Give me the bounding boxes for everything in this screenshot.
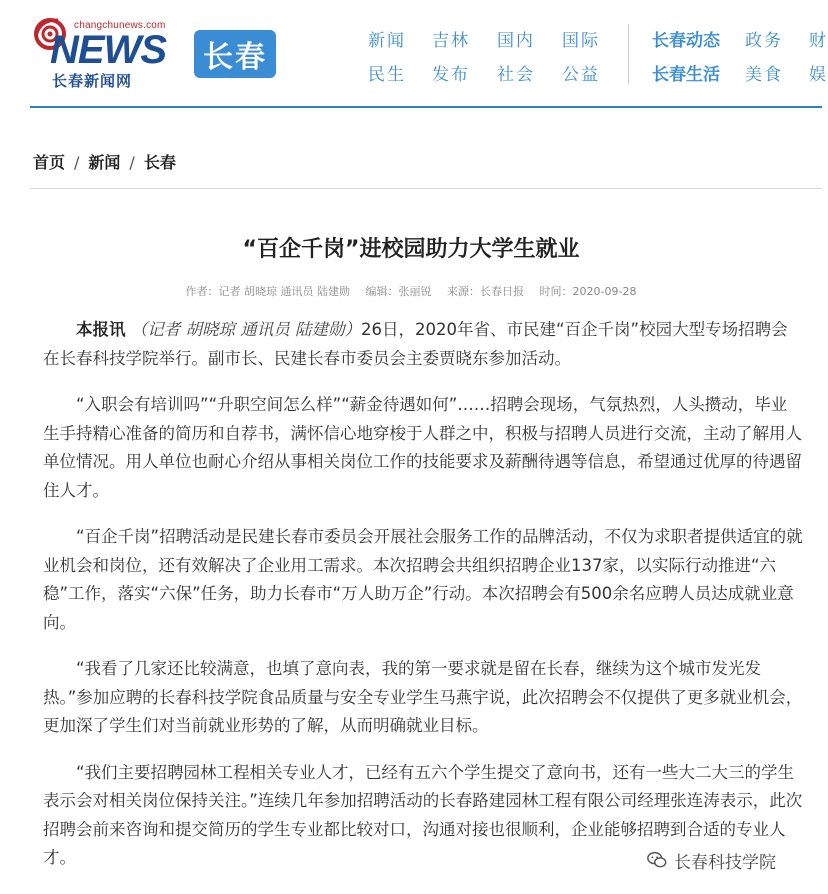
city-badge[interactable]: 长春 [194, 30, 276, 78]
nav-item-finance[interactable]: 财 [809, 31, 828, 51]
meta-source: 来源：长春日报 [447, 285, 525, 298]
nav-divider [628, 24, 629, 84]
breadcrumb [33, 150, 176, 173]
logo-word: NEWS [50, 28, 166, 72]
breadcrumb-separator: / [74, 153, 80, 172]
breadcrumb-separator: / [129, 153, 135, 172]
meta-time: 时间：2020-09-28 [539, 285, 637, 298]
lead-label: 本报讯 [76, 320, 126, 339]
nav-item-international[interactable]: 国际 [562, 31, 600, 51]
breadcrumb-changchun[interactable]: 长春 [143, 153, 176, 172]
nav-item-changchun-news[interactable]: 长春动态 [652, 31, 720, 51]
article-meta [0, 283, 822, 299]
article-paragraph: “我看了几家还比较满意，也填了意向表，我的第一要求就是留在长春，继续为这个城市发光发热。”参加应聘的长春科技学院食品质量与安全专业学生马燕宇说，此次招聘会不仅提供了更多就业机会，更加深了学生们对当前就业形势的了解，从而明确就业目标。 [43, 659, 803, 735]
article-paragraph [43, 316, 803, 373]
meta-editor: 编辑：张丽锐 [365, 285, 432, 298]
nav-item-food[interactable]: 美食 [745, 65, 783, 85]
nav-item-society[interactable]: 社会 [497, 65, 535, 85]
header-divider [30, 106, 822, 108]
nav-item-jilin[interactable]: 吉林 [432, 31, 470, 51]
breadcrumb-divider [30, 188, 822, 189]
nav-item-entertainment[interactable]: 娱 [809, 65, 828, 85]
site-url: changchunews.com [74, 20, 166, 31]
nav-item-news[interactable]: 新闻 [368, 31, 406, 51]
article-paragraph: “入职会有培训吗”“升职空间怎么样”“薪金待遇如何”……招聘会现场，气氛热烈，人头攒动，毕业生手持精心准备的简历和自荐书，满怀信心地穿梭于人群之中，积极与招聘人员进行交流，主动了解用人单位情况。用人单位也耐心介绍从事相关岗位工作的技能要求及薪酬待遇等信息，希望通过优厚的待遇留住人才。 [43, 395, 802, 500]
nav-item-release[interactable]: 发布 [432, 65, 470, 85]
article-title: “百企千岗”进校园助力大学生就业 [242, 237, 580, 262]
site-header [0, 0, 828, 108]
wechat-icon [646, 849, 668, 871]
article-paragraph: “百企千岗”招聘活动是民建长春市委员会开展社会服务工作的品牌活动，不仅为求职者提供适宜的就业机会和岗位，还有效解决了企业用工需求。本次招聘会共组织招聘企业137家，以实际行动推进“六稳”工作，落实“六保”任务，助力长春市“万人助万企”行动。本次招聘会有500余名应聘人员达成就业意向。 [43, 527, 803, 632]
watermark [642, 848, 780, 872]
watermark-text: 长春科技学院 [674, 852, 776, 873]
nav-item-government[interactable]: 政务 [745, 31, 783, 51]
breadcrumb-news[interactable]: 新闻 [88, 153, 121, 172]
meta-author: 作者：记者 胡晓琼 通讯员 陆建勋 [185, 285, 351, 298]
nav-item-domestic[interactable]: 国内 [497, 31, 535, 51]
paragraph-text: 26日，2020年省、市民建“百企千岗”校园大型专场招聘会在长春科技学院举行。副市长、民建长春市委员会主委贾晓东参加活动。 [43, 320, 788, 368]
reporter-credit: （记者 胡晓琼 通讯员 陆建勋） [130, 320, 361, 339]
nav-item-changchun-life[interactable]: 长春生活 [652, 65, 720, 85]
site-logo[interactable] [30, 8, 190, 88]
nav-item-livelihood[interactable]: 民生 [368, 65, 406, 85]
breadcrumb-home[interactable]: 首页 [33, 153, 66, 172]
nav-item-charity[interactable]: 公益 [562, 65, 600, 85]
article-paragraph: “我们主要招聘园林工程相关专业人才，已经有五六个学生提交了意向书，还有一些大二大三的学生表示会对相关岗位保持关注。”连续几年参加招聘活动的长春路建园林工程有限公司经理张连涛表示，此次招聘会前来咨询和提交简历的学生专业都比较对口，沟通对接也很顺利，企业能够招聘到合适的专业人才。 [43, 762, 803, 867]
logo-subtitle: 长春新闻网 [52, 72, 133, 90]
article-body [43, 316, 803, 891]
